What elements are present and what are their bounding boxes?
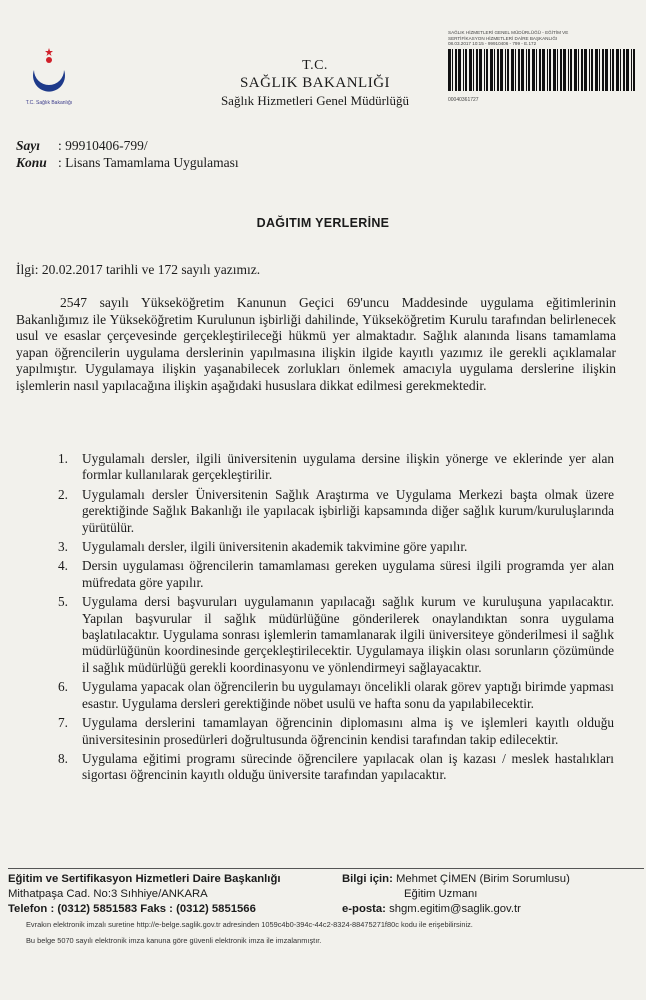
distribution-heading: DAĞITIM YERLERİNE [256,216,390,230]
fax-label: Faks : [140,903,173,915]
list-item-text: Dersin uygulaması öğrencilerin tamamlaması gereken uygulama süresi ilgili programda yer alan müfredata göre yapılır. [82,558,614,590]
info-name: Mehmet ÇİMEN (Birim Sorumlusu) [395,873,570,885]
sayi-row [16,137,239,154]
letter-meta [16,137,239,171]
list-item-text: Uygulamalı dersler, ilgili üniversitenin uygulama dersine ilişkin yönerge ve eklerinde yer alan formlar kullanılarak gerçekleştirilir. [82,451,614,483]
intro-paragraph: 2547 sayılı Yükseköğretim Kanunun Geçici 69'uncu Maddesinde uygulama eğitimlerinin Bakanlığımız ile Yükseköğretim Kurulunun işbirliği dahilinde, Yükseköğretim Kurulu tarafından belirlenecek usul ve esaslar çerçevesinde gerçekleştirileceği hükmü yer almaktadır. Sağlık alanında lisans tamamlama yapan öğrencilerin uygulama derslerinin yapılmasına ilişkin ilgide kayıtlı yazımız ile gerekli açıklamalar yapılmıştır. Uygulamaya ilişkin yaşanabilecek zorlukları önlemek amacıyla uygulama derslerine ilişkin işlemlerin nasıl yapılacağına ilişkin aşağıdaki hususlara dikkat edilmesi gerekmektedir. [16,295,616,393]
barcode-number: 00040361727 [448,96,479,103]
phone-label: Telefon : [8,903,55,915]
logo-caption: T.C. Sağlık Bakanlığı [25,100,73,106]
email-row [342,902,570,917]
letterhead-ministry: SAĞLIK BAKANLIĞI [239,75,391,91]
list-item-number: 3. [58,539,68,555]
barcode-line-3: 08.03.2017 10:15 - 99910406 - 799 - E.172 [448,41,537,46]
barcode-line-2: SERTİFİKASYON HİZMETLERİ DAİRE BAŞKANLIĞI [448,35,558,41]
list-item-number: 7. [58,715,68,731]
info-title: Eğitim Uzmanı [404,888,478,900]
list-item [30,751,614,784]
footer-phone-row [8,902,280,917]
list-item [30,558,614,591]
footer-contact [8,872,280,917]
e-signature-verify-note: Evrakın elektronik imzalı suretine http://e-belge.saglik.gov.tr adresinden 1059c4b0-394c-44c2-8324-88475271f80c kodu ile erişebilirsiniz. [26,920,473,929]
list-item-number: 2. [58,486,68,502]
phone-value: (0312) 5851583 [57,903,138,915]
list-item-text: Uygulama dersi başvuruları uygulamanın yapılacağı sağlık kurum ve kuruluşuna yapılacaktır. Yapılan başvurular il sağlık müdürlüğüne gönderilerek onaylandıktan sonra uygulama başlatılacaktır. Uygulama sonrası işlemlerin tamamlanarak ilgili üniversiteye gönderilmesi il sağlık müdürlüğünün koordinesinde gerçekleştirilecektir. Uygulamaya ilişkin olası sorunların çözümünde il sağlık müdürlüğü gerekli koordinasyonu ve yönlendirmeyi sağlayacaktır. [82,594,614,675]
list-item-number: 4. [58,558,68,574]
email-label: e-posta: [342,903,386,915]
reference-line: İlgi: 20.02.2017 tarihli ve 172 sayılı yazımız. [16,262,261,277]
sayi-label: Sayı [16,138,41,153]
instructions-list [30,451,614,787]
konu-value: : Lisans Tamamlama Uygulaması [58,155,239,170]
barcode-line-1: SAĞLIK HİZMETLERİ GENEL MÜDÜRLÜĞÜ - EĞİTİM VE [448,30,569,35]
footer-address: Mithatpaşa Cad. No:3 Sıhhiye/ANKARA [8,888,208,900]
list-item [30,594,614,676]
list-item-number: 8. [58,750,68,766]
list-item-number: 5. [58,594,68,610]
list-item [30,487,614,536]
crescent-star-icon [14,40,84,100]
list-item [30,679,614,712]
konu-row [16,154,239,171]
list-item [30,539,614,555]
ministry-logo [14,40,84,120]
footer-info [342,872,570,917]
list-item-number: 6. [58,679,68,695]
list-item [30,451,614,484]
email-link[interactable]: shgm.egitim@saglik.gov.tr [389,903,521,915]
sayi-value: : 99910406-799/ [58,138,148,153]
letterhead-tc: T.C. [302,58,328,73]
list-item-number: 1. [58,451,68,466]
list-item [30,715,614,748]
info-row [342,872,570,887]
list-item-text: Uygulama derslerini tamamlayan öğrencinin diplomasını alma iş ve işlemleri kayıtlı olduğu üniversitesinin prosedürleri doğrultusunda öğrencinin kendisi tarafından takip edilecektir. [82,715,614,747]
footer-divider [8,868,644,869]
list-item-text: Uygulama eğitimi programı sürecinde öğrencilere yapılacak olan iş kazası / meslek hastalıkları sigortası öğrencinin kayıtlı olduğu üniversite tarafından yapılacaktır. [82,750,614,783]
fax-value: (0312) 5851566 [176,903,256,915]
document-barcode-block [448,30,638,103]
footer-unit: Eğitim ve Sertifikasyon Hizmetleri Daire Başkanlığı [8,873,281,885]
letterhead [190,58,440,110]
info-label: Bilgi için: [342,873,393,885]
barcode-icon [448,49,636,91]
list-item-text: Uygulamalı dersler, ilgili üniversitenin akademik takvimine göre yapılır. [82,539,468,555]
list-item-text: Uygulamalı dersler Üniversitenin Sağlık Araştırma ve Uygulama Merkezi başta olmak üzere gerektiğinde Sağlık Bakanlığı ile yapılacak işbirliği kapsamında diğer sağlık kurum/kuruluşlarında yürütülür. [82,486,614,535]
konu-label: Konu [16,155,47,170]
e-signature-law-note: Bu belge 5070 sayılı elektronik imza kanuna göre güvenli elektronik imza ile imzalanmıştır. [26,936,322,945]
letterhead-department: Sağlık Hizmetleri Genel Müdürlüğü [220,93,410,108]
list-item-text: Uygulama yapacak olan öğrencilerin bu uygulamayı öncelikli olarak görev yaptığı birimde yapması esastır. Uygulama dersleri gerektiğinde nöbet usulü ve hafta sonu da yapılabilecektir. [82,679,614,711]
